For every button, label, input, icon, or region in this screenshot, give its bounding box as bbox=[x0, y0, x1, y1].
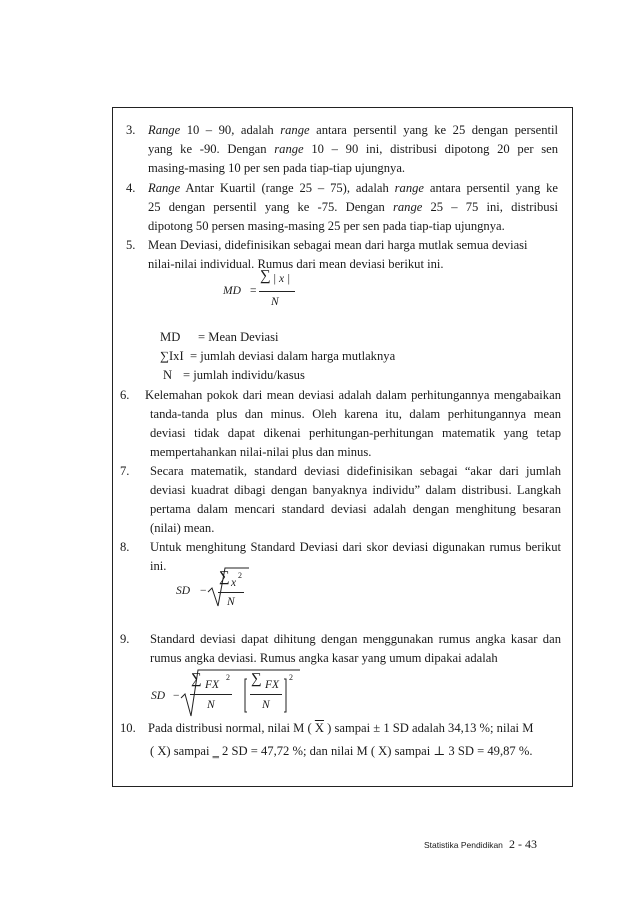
sd2-formula-lhs: SD bbox=[151, 690, 166, 702]
item-9-number: 9. bbox=[120, 632, 130, 646]
legend-sum-symbol: ∑IxI bbox=[160, 349, 184, 363]
legend-n-definition: = jumlah individu/kasus bbox=[183, 368, 305, 382]
item-6-line-2: tanda-tanda plus dan minus. Oleh karena itu, dalam perhitungannya mean bbox=[150, 407, 561, 421]
item-6-line-1: Kelemahan pokok dari mean deviasi adalah dalam perhitungannya mengabaikan bbox=[145, 388, 561, 402]
md-formula-denominator: N bbox=[271, 296, 279, 308]
sd-formula-sum-symbol: ∑ bbox=[219, 569, 230, 585]
sd2-formula-fraction-bar-2 bbox=[250, 694, 282, 695]
sd2-formula-exponent-1: 2 bbox=[226, 673, 230, 682]
md-formula-fraction-bar bbox=[259, 291, 295, 292]
sd2-formula-denominator-1: N bbox=[207, 699, 215, 711]
sd-formula-lhs: SD bbox=[176, 585, 191, 597]
sd-formula-numerator: x bbox=[231, 577, 237, 589]
sd-formula-denominator: N bbox=[227, 596, 235, 608]
legend-sum-definition: = jumlah deviasi dalam harga mutlaknya bbox=[190, 349, 396, 363]
item-7-line-3: pertama dalam mencari standard deviasi adalah dengan menghitung besaran bbox=[150, 502, 561, 516]
item-6-number: 6. bbox=[120, 388, 130, 402]
item-7-line-1: Secara matematik, standard deviasi didefinisikan sebagai “akar dari jumlah bbox=[150, 464, 561, 478]
item-8-number: 8. bbox=[120, 540, 130, 554]
item-9-line-2: rumus angka deviasi. Rumus angka kasar yang umum dipakai adalah bbox=[150, 651, 498, 665]
item-10-line-1: Pada distribusi normal, nilai M ( $\overline{X}$ ) sampai ± 1 SD adalah 34,13 %; nilai M bbox=[148, 721, 534, 735]
footer-book-title: Statistika Pendidikan bbox=[424, 840, 503, 850]
sd2-formula-numerator-1: FX bbox=[205, 679, 220, 691]
sd2-formula-exponent-2: 2 bbox=[289, 673, 293, 682]
item-4-line-2: 25 dengan persentil yang ke -75. Dengan range 25 – 75 ini, distribusi bbox=[148, 200, 558, 214]
sd2-formula-numerator-2: FX bbox=[265, 679, 280, 691]
item-7-line-4: (nilai) mean. bbox=[150, 521, 215, 535]
item-5-line-2: nilai-nilai individual. Rumus dari mean deviasi berikut ini. bbox=[148, 257, 444, 271]
item-7-line-2: deviasi kuadrat dibagi dengan banyaknya individu” dalam distribusi. Langkah bbox=[150, 483, 561, 497]
item-9-line-1: Standard deviasi dapat dihitung dengan menggunakan rumus angka kasar dan bbox=[150, 632, 561, 646]
item-6-line-4: mempertahankan nilai-nilai plus dan minus. bbox=[150, 445, 372, 459]
item-10-number: 10. bbox=[120, 721, 136, 735]
item-3-number: 3. bbox=[126, 123, 136, 137]
sd2-formula-fraction-bar-1 bbox=[190, 694, 232, 695]
item-4-line-3: dipotong 50 persen masing-masing 25 per sen pada tiap-tiap ujungnya. bbox=[148, 219, 505, 233]
sd2-formula-sum-symbol-2: ∑ bbox=[251, 671, 262, 687]
legend-md-symbol: MD bbox=[160, 330, 181, 344]
sd2-formula-operator: − bbox=[173, 690, 180, 702]
md-formula-equals: = bbox=[250, 285, 257, 297]
x-bar-symbol: $\overline{X}$ bbox=[314, 721, 324, 735]
item-8-line-2: ini. bbox=[150, 559, 167, 573]
sd2-formula-sum-symbol-1: ∑ bbox=[191, 671, 202, 687]
sd-formula-exponent: 2 bbox=[238, 571, 242, 580]
item-3-line-1: Range 10 – 90, adalah range antara persentil yang ke 25 dengan persentil bbox=[148, 123, 558, 137]
item-3-line-3: masing-masing 10 per sen pada tiap-tiap ujungnya. bbox=[148, 161, 406, 175]
item-5-number: 5. bbox=[126, 238, 136, 252]
sd-formula-fraction-bar bbox=[218, 592, 244, 593]
item-5-line-1: Mean Deviasi, didefinisikan sebagai mean dari harga mutlak semua deviasi bbox=[148, 238, 528, 252]
md-formula-numerator: | x | bbox=[273, 273, 291, 285]
sd2-formula-denominator-2: N bbox=[262, 699, 270, 711]
item-8-line-1: Untuk menghitung Standard Deviasi dari skor deviasi digunakan rumus berikut bbox=[150, 540, 561, 554]
sd-formula-operator: − bbox=[200, 585, 207, 597]
item-10-line-2: ( X) sampai ‗ 2 SD = 47,72 %; dan nilai M ( X) sampai ⊥ 3 SD = 49,87 %. bbox=[150, 744, 533, 758]
item-4-number: 4. bbox=[126, 181, 136, 195]
footer-page-number: 2 - 43 bbox=[509, 837, 537, 851]
item-4-line-1: Range Antar Kuartil (range 25 – 75), adalah range antara persentil yang ke bbox=[148, 181, 558, 195]
item-6-line-3: deviasi tidak dapat dikenai perhitungan-perhitungan matematik yang tetap bbox=[150, 426, 561, 440]
legend-n-symbol: N bbox=[163, 368, 173, 382]
md-formula-sum-symbol: ∑ bbox=[260, 268, 271, 284]
md-formula-lhs: MD bbox=[223, 285, 241, 297]
legend-md-definition: = Mean Deviasi bbox=[198, 330, 279, 344]
item-7-number: 7. bbox=[120, 464, 130, 478]
item-3-line-2: yang ke -90. Dengan range 10 – 90 ini, distribusi dipotong 20 per sen bbox=[148, 142, 558, 156]
